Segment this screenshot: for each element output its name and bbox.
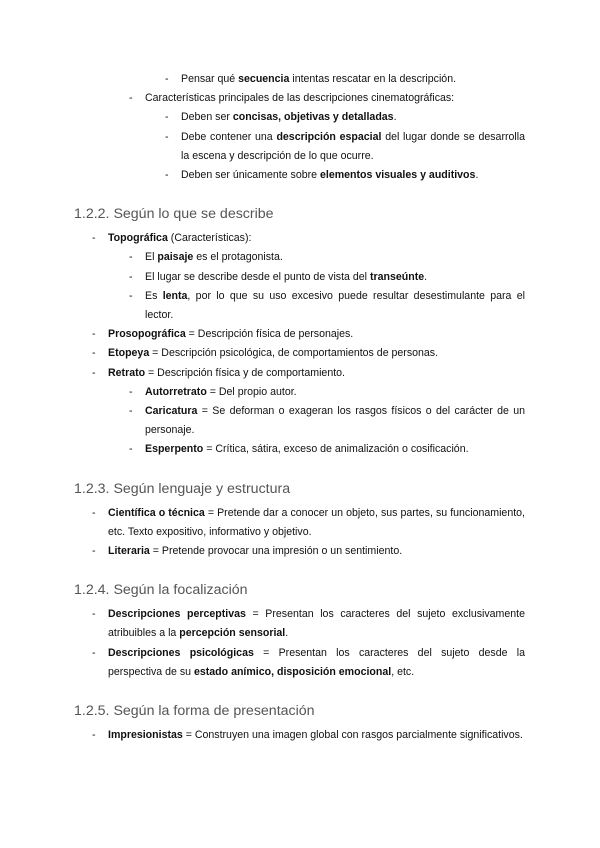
list-item	[92, 344, 525, 363]
dash-bullet-icon: -	[165, 73, 169, 85]
text: intentas rescatar en la descripción.	[289, 73, 457, 85]
list-item	[129, 287, 525, 325]
text: = Del propio autor.	[206, 385, 297, 398]
bold-text: estado anímico, disposición emocional	[193, 665, 392, 678]
text: (Características):	[167, 232, 252, 245]
dash-bullet-icon: -	[129, 385, 133, 398]
text: = Descripción física de personajes.	[185, 328, 354, 341]
text: .	[285, 627, 289, 640]
bold-text: Descripciones psicológicas	[108, 646, 254, 659]
dash-bullet-icon: -	[92, 506, 96, 519]
list-item	[165, 166, 525, 185]
list-item	[129, 268, 525, 287]
dash-bullet-icon: -	[129, 289, 133, 302]
text: = Crítica, sátira, exceso de animalización o cosificación.	[203, 443, 469, 456]
text: del lugar donde se desarrolla la escena y descripción de lo que ocurre.	[181, 130, 525, 162]
text: , etc.	[391, 665, 415, 678]
bold-text: Caricatura	[145, 405, 198, 418]
dash-bullet-icon: -	[92, 328, 96, 341]
dash-bullet-icon: -	[165, 111, 169, 124]
list-item	[129, 440, 525, 459]
list-item	[92, 364, 525, 383]
list-item	[92, 229, 525, 248]
dash-bullet-icon: -	[129, 270, 133, 283]
list-item	[129, 383, 525, 402]
dash-bullet-icon: -	[129, 443, 133, 456]
bold-text: descripción espacial	[276, 130, 382, 143]
bold-text: Retrato	[108, 366, 146, 379]
list-item	[165, 70, 525, 89]
text: Pensar qué	[181, 73, 239, 85]
section-heading: 1.2.5. Según la forma de presentación	[74, 703, 315, 720]
list-item	[129, 402, 525, 440]
bold-text: Impresionistas	[108, 729, 183, 742]
bold-text: paisaje	[157, 251, 194, 264]
bold-text: percepción sensorial	[179, 627, 286, 640]
text: = Se deforman o exageran los rasgos físicos o del carácter de un personaje.	[145, 405, 525, 437]
bold-text: lenta	[162, 289, 188, 302]
document-content	[0, 70, 600, 745]
section-heading: 1.2.4. Según la focalización	[74, 582, 248, 599]
dash-bullet-icon: -	[165, 130, 169, 143]
bold-text: Prosopográfica	[108, 328, 186, 341]
bold-text: concisas, objetivas y detalladas	[232, 111, 394, 124]
text: El lugar se describe desde el punto de vista del	[145, 270, 370, 283]
bold-text: Literaria	[108, 545, 150, 558]
bold-text: Científica o técnica	[108, 506, 205, 519]
list-item	[92, 726, 525, 745]
dash-bullet-icon: -	[129, 92, 133, 105]
bold-text: elementos visuales y auditivos	[319, 169, 476, 182]
list-item	[165, 108, 525, 127]
dash-bullet-icon: -	[92, 366, 96, 379]
bold-text: Topográfica	[108, 232, 168, 245]
dash-bullet-icon: -	[92, 608, 96, 621]
text: Debe contener una	[181, 130, 277, 143]
text: = Presentan los caracteres del sujeto exclusivamente atribuibles a la	[108, 608, 526, 640]
text: Características principales de las descripciones cinematográficas:	[145, 92, 455, 105]
bold-text: Autorretrato	[145, 385, 207, 398]
list-item	[129, 248, 525, 267]
text: = Construyen una imagen global con rasgos parcialmente significativos.	[182, 729, 523, 742]
list-item	[92, 542, 525, 561]
text: El	[145, 251, 158, 264]
text: .	[424, 270, 428, 283]
text: = Descripción psicológica, de comportamientos de personas.	[149, 347, 439, 360]
list-item	[92, 605, 526, 643]
text: = Pretende provocar una impresión o un sentimiento.	[149, 545, 403, 558]
dash-bullet-icon: -	[165, 169, 169, 182]
dash-bullet-icon: -	[92, 729, 96, 742]
bold-text: Descripciones perceptivas	[108, 608, 246, 621]
bold-text: secuencia	[238, 73, 290, 85]
section-heading: 1.2.2. Según lo que se describe	[74, 206, 274, 223]
list-item	[129, 89, 525, 108]
list-item	[92, 325, 525, 344]
list-item	[92, 504, 525, 542]
bold-text: Etopeya	[108, 347, 150, 360]
text: .	[475, 169, 479, 182]
list-item	[92, 644, 525, 682]
text: Deben ser únicamente sobre	[181, 169, 320, 182]
text: = Presentan los caracteres del sujeto desde la perspectiva de su	[108, 646, 525, 678]
text: , por lo que su uso excesivo puede resultar desestimulante para el lector.	[145, 289, 525, 322]
section-heading: 1.2.3. Según lenguaje y estructura	[74, 480, 291, 497]
text: Deben ser	[181, 111, 233, 124]
dash-bullet-icon: -	[92, 545, 96, 558]
text: .	[393, 111, 397, 124]
dash-bullet-icon: -	[92, 646, 96, 659]
list-item	[165, 128, 525, 166]
dash-bullet-icon: -	[92, 232, 96, 245]
bold-text: transeúnte	[369, 270, 425, 283]
bold-text: Esperpento	[145, 443, 204, 456]
text: Es	[145, 289, 163, 302]
dash-bullet-icon: -	[92, 347, 96, 360]
text: = Descripción física y de comportamiento.	[145, 366, 345, 379]
dash-bullet-icon: -	[129, 251, 133, 264]
dash-bullet-icon: -	[129, 405, 133, 418]
text: es el protagonista.	[193, 251, 283, 264]
text: = Pretende dar a conocer un objeto, sus partes, su funcionamiento, etc. Texto expositivo, informativo y objetivo.	[108, 506, 525, 538]
